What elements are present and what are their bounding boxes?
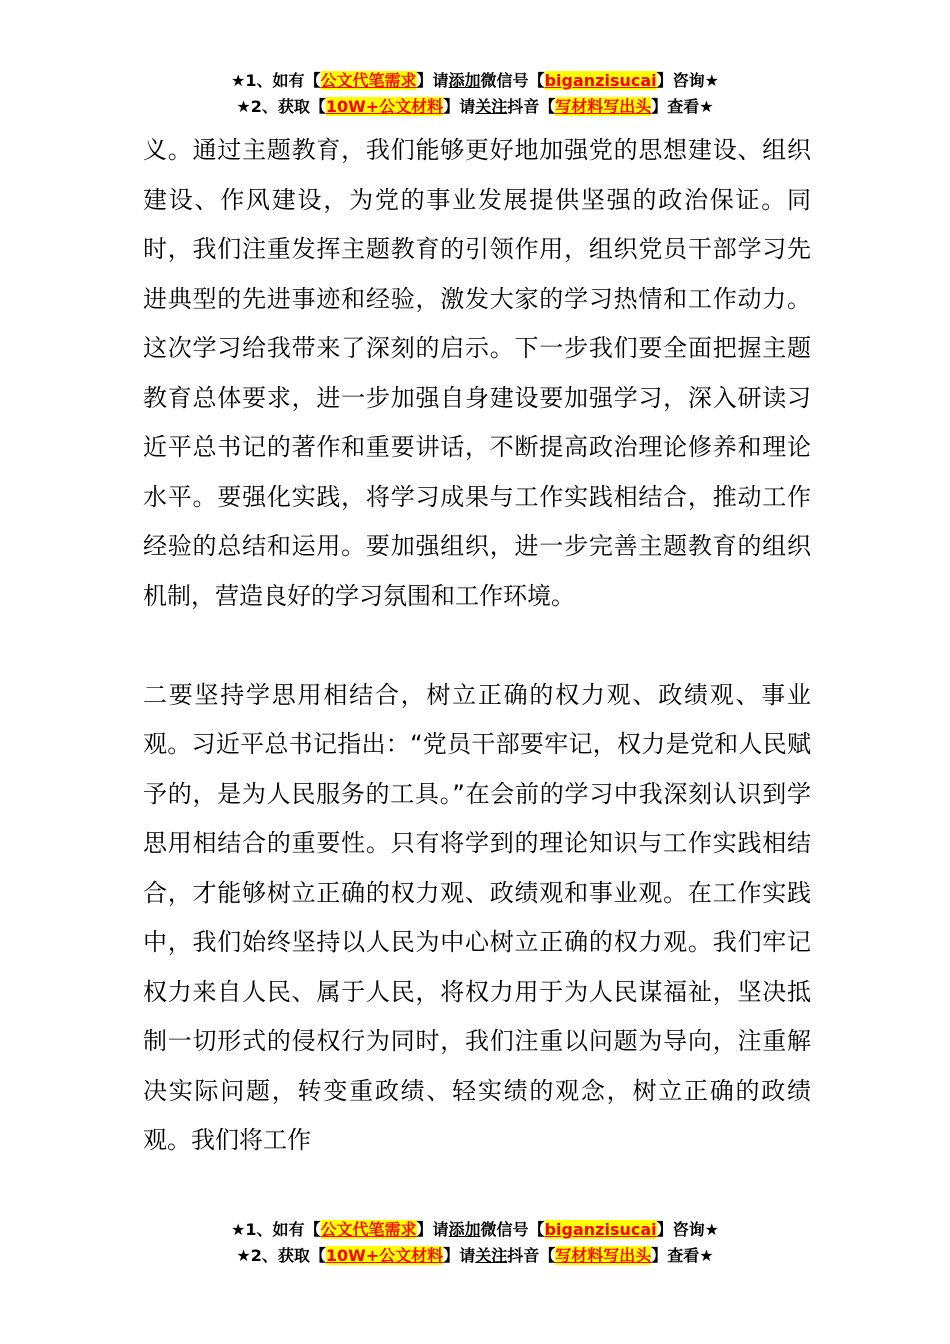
header-line-1-prefix: ★1、如有【 — [231, 71, 321, 90]
header-line-1-suffix: 】咨询★ — [656, 71, 719, 90]
footer-line-2-suffix: 】查看★ — [651, 1246, 714, 1265]
document-body — [143, 126, 811, 1166]
ghostwriting-highlight: 公文代笔需求 — [320, 71, 417, 90]
header-line-2-text: 】请 — [443, 97, 476, 116]
follow-underline: 关注 — [475, 1246, 508, 1265]
materials-highlight: 10W+公文材料 — [325, 97, 444, 116]
follow-underline: 关注 — [475, 97, 508, 116]
header-line-2 — [0, 94, 950, 120]
wechat-id-highlight: biganzisucai — [544, 1220, 657, 1239]
add-underline: 添加 — [448, 1220, 481, 1239]
materials-highlight: 10W+公文材料 — [325, 1246, 444, 1265]
header-line-1-text: 】请 — [416, 71, 449, 90]
paragraph-2: 二要坚持学思用相结合，树立正确的权力观、政绩观、事业观。习近平总书记指出：“党员干部要牢记，权力是党和人民赋予的，是为人民服务的工具。”在会前的学习中我深刻认识到学思用相结合的重要性。只有将学到的理论知识与工作实践相结合，才能够树立正确的权力观、政绩观和事业观。在工作实践中，我们始终坚持以人民为中心树立正确的权力观。我们牢记权力来自人民、属于人民，将权力用于为人民谋福祉，坚决抵制一切形式的侵权行为同时，我们注重以问题为导向，注重解决实际问题，转变重政绩、轻实绩的观念，树立正确的政绩观。我们将工作 — [143, 680, 811, 1154]
header-line-2-prefix: ★2、获取【 — [236, 97, 326, 116]
footer-line-1-text: 】请 — [416, 1220, 449, 1239]
footer-line-2-prefix: ★2、获取【 — [236, 1246, 326, 1265]
footer-line-2-text-2: 抖音【 — [507, 1246, 556, 1265]
footer-line-1-suffix: 】咨询★ — [656, 1220, 719, 1239]
add-underline: 添加 — [448, 71, 481, 90]
header-banner — [0, 68, 950, 120]
ghostwriting-highlight: 公文代笔需求 — [320, 1220, 417, 1239]
footer-line-1-prefix: ★1、如有【 — [231, 1220, 321, 1239]
footer-line-1-text-2: 微信号【 — [480, 1220, 545, 1239]
header-line-1 — [0, 68, 950, 94]
header-line-2-text-2: 抖音【 — [507, 97, 556, 116]
footer-line-1 — [0, 1217, 950, 1243]
footer-line-2 — [0, 1243, 950, 1269]
paragraph-gap — [143, 621, 811, 671]
wechat-id-highlight: biganzisucai — [544, 71, 657, 90]
paragraph-1: 义。通过主题教育，我们能够更好地加强党的思想建设、组织建设、作风建设，为党的事业发展提供坚强的政治保证。同时，我们注重发挥主题教育的引领作用，组织党员干部学习先进典型的先进事迹和经验，激发大家的学习热情和工作动力。这次学习给我带来了深刻的启示。下一步我们要全面把握主题教育总体要求，进一步加强自身建设要加强学习，深入研读习近平总书记的著作和重要讲话，不断提高政治理论修养和理论水平。要强化实践，将学习成果与工作实践相结合，推动工作经验的总结和运用。要加强组织，进一步完善主题教育的组织机制，营造良好的学习氛围和工作环境。 — [143, 136, 811, 610]
footer-line-2-text: 】请 — [443, 1246, 476, 1265]
header-line-1-text-2: 微信号【 — [480, 71, 545, 90]
douyin-id-highlight: 写材料写出头 — [555, 97, 652, 116]
header-line-2-suffix: 】查看★ — [651, 97, 714, 116]
douyin-id-highlight: 写材料写出头 — [555, 1246, 652, 1265]
footer-banner — [0, 1217, 950, 1269]
